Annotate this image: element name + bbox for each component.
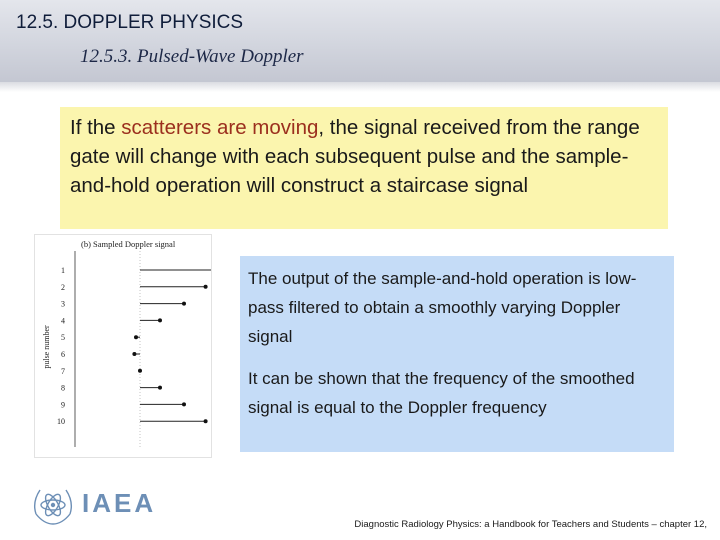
section-title: 12.5. DOPPLER PHYSICS [16,12,244,33]
pulse-tick-label: 9 [61,400,65,410]
intro-prefix: If the [70,116,122,139]
note-text-box [240,256,674,452]
pulse-tick-label: 7 [61,366,65,376]
subsection-title: 12.5.3. Pulsed-Wave Doppler [80,46,304,67]
intro-highlight: scatterers are moving [121,116,319,139]
intro-suffix: , the signal received from the range gate will change with each subsequent pulse and the sample-and-hold operation will construct a staircase signal [70,116,640,197]
header-shadow [0,82,720,92]
sampled-doppler-figure [34,234,212,458]
note-paragraph-1: The output of the sample-and-hold operation is low-pass filtered to obtain a smoothly varying Doppler signal [248,269,637,346]
pulse-sample-point [182,402,186,406]
pulse-tick-label: 4 [61,316,65,326]
pulse-tick-label: 5 [61,333,65,343]
pulse-sample-point [182,302,186,306]
footer-citation: Diagnostic Radiology Physics: a Handbook for Teachers and Students – chapter 12, [354,519,707,530]
pulse-sample-point [158,386,162,390]
pulse-sample-point [204,419,208,423]
pulse-sample-point [204,285,208,289]
sampled-doppler-plot [35,235,211,457]
pulse-tick-label: 8 [61,383,65,393]
pulse-sample-point [132,352,136,356]
logo-text: IAEA [82,488,157,518]
pulse-tick-label: 1 [61,266,65,275]
pulse-tick-label: 2 [61,282,65,292]
figure-caption: (b) Sampled Doppler signal [81,239,176,249]
pulse-sample-point [158,318,162,322]
intro-text-box [60,107,668,229]
note-paragraph-2: It can be shown that the frequency of the smoothed signal is equal to the Doppler frequency [248,369,635,417]
pulse-tick-label: 3 [61,299,65,309]
pulse-sample-point [138,369,142,373]
pulse-tick-label: 6 [61,350,65,359]
pulse-tick-label: 10 [57,417,65,427]
pulse-sample-point [134,335,138,339]
figure-ylabel: pulse number [42,325,51,369]
